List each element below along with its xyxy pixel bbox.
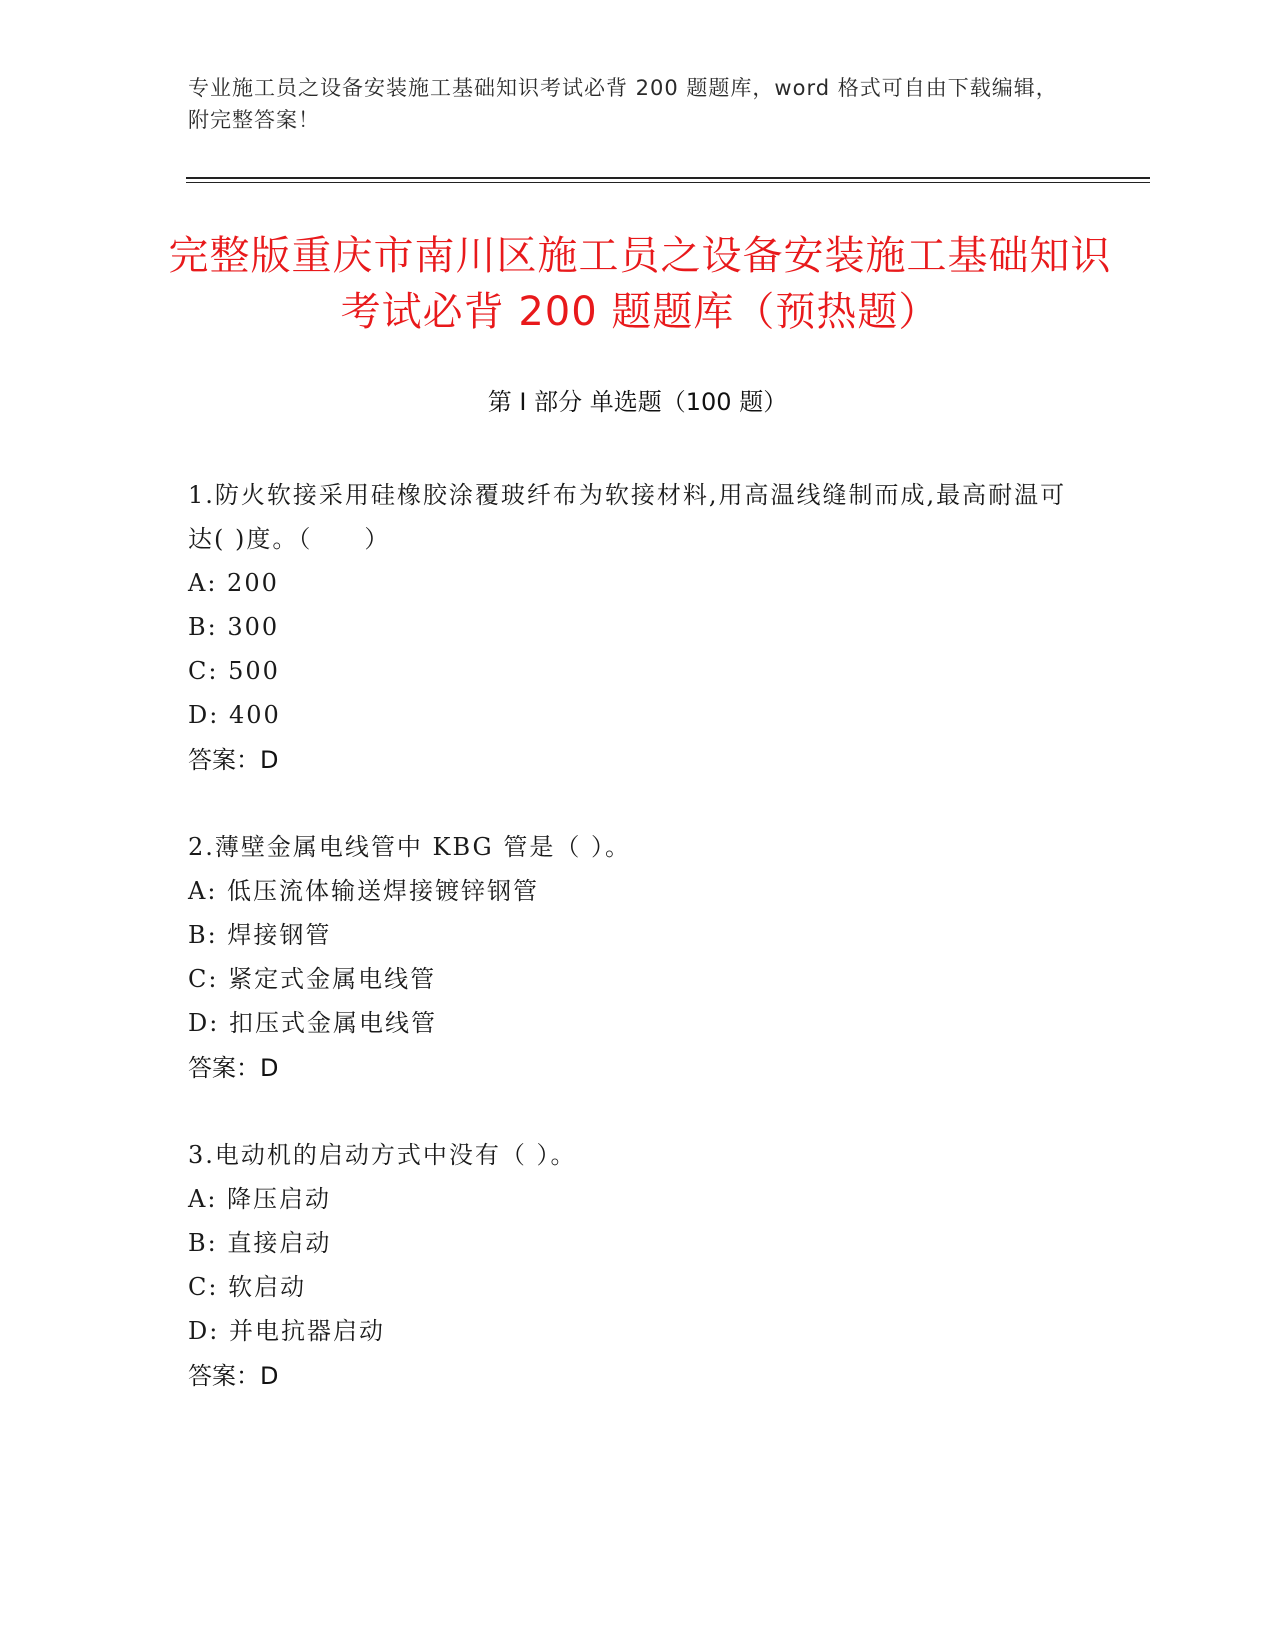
section-heading: 第 I 部分 单选题（100 题） (487, 388, 788, 416)
question-stem: 3.电动机的启动方式中没有（ ）。 (188, 1141, 577, 1169)
question-2 (188, 825, 1068, 1091)
option-d: D: 并电抗器启动 (188, 1317, 385, 1345)
question-1 (188, 473, 1068, 783)
answer-text: 答案：D (188, 1054, 279, 1082)
header-divider-thin (186, 182, 1150, 183)
question-stem: 1.防火软接采用硅橡胶涂覆玻纤布为软接材料,用高温线缝制而成,最高耐温可达( )度。（ ） (188, 481, 1067, 553)
option-a: A: 降压启动 (188, 1185, 332, 1213)
option-c: C: 紧定式金属电线管 (188, 965, 437, 993)
option-b: B: 300 (188, 613, 280, 641)
option-c: C: 500 (188, 657, 280, 685)
option-b: B: 焊接钢管 (188, 921, 332, 949)
option-a: A: 低压流体输送焊接镀锌钢管 (188, 877, 540, 905)
question-stem: 2.薄壁金属电线管中 KBG 管是（ ）。 (188, 833, 631, 861)
document-title: 完整版重庆市南川区施工员之设备安装施工基础知识考试必背 200 题题库（预热题） (168, 233, 1112, 335)
question-3 (188, 1133, 1068, 1399)
answer-text: 答案：D (188, 746, 279, 774)
option-c: C: 软启动 (188, 1273, 307, 1301)
header-divider-thick (186, 177, 1150, 179)
option-a: A: 200 (188, 569, 279, 597)
question-spacer (188, 1091, 1068, 1133)
question-spacer (188, 783, 1068, 825)
option-d: D: 400 (188, 701, 281, 729)
page-header: 专业施工员之设备安装施工基础知识考试必背 200 题题库，word 格式可自由下载编辑，附完整答案！ (188, 76, 1058, 132)
answer-text: 答案：D (188, 1362, 279, 1390)
option-b: B: 直接启动 (188, 1229, 332, 1257)
question-list (188, 473, 1068, 1399)
option-d: D: 扣压式金属电线管 (188, 1009, 437, 1037)
